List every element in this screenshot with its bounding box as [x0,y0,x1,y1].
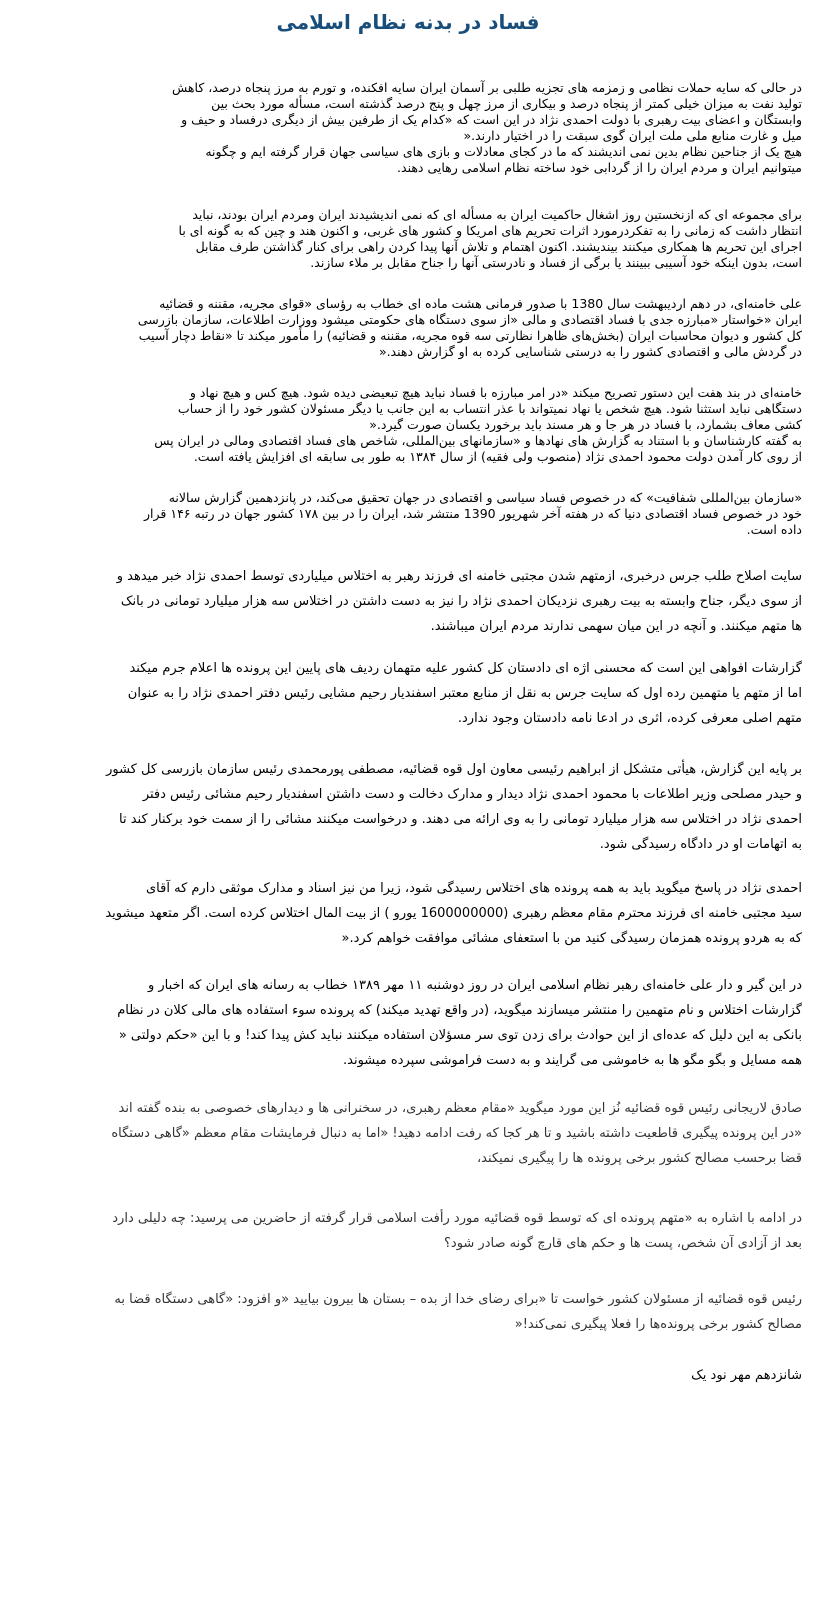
text-line: اجرای این تحریم ها همکاری میکنند بیندیشند. اکنون اهتمام و تلاش آنها پیدا کردن راهی برای کنار گذاشتن طرف مقابل [195,239,802,254]
text-line: در ادامه با اشاره به «متهم پرونده ای که توسط قوه قضائیه مورد رأفت اسلامی قرار گرفته از حاضرین می پرسید: چه دلیلی دارد [112,1211,802,1226]
text-line: سایت اصلاح طلب جرس درخبری، ازمتهم شدن مجتبی خامنه ای فرزند رهبر به اختلاس میلیاردی توسط احمدی نژاد خبر میدهد و [116,569,802,584]
text-line: انتظار داشت که زمانی را به تفکردرمورد اثرات تحریم های امریکا و کشور های غربی، و اکنون هند و چین که به گونه ای با [178,223,802,238]
text-line: احمدی نژاد در اختلاس سه هزار میلیارد تومانی را به وی ارائه می دهند. و درخواست میکنند مشائی را از سمت خود برکنار کند تا [119,812,802,827]
text-line: متهم اصلی معرفی کرده، اثری در ادعا نامه دادستان وجود ندارد. [457,711,802,726]
text-line: گزارشات افواهی این است که محسنی اژه ای دادستان کل کشور علیه متهمان ردیف های پایین این پرونده ها اعلام جرم میکند [129,661,802,676]
text-line: داده است. [746,522,802,537]
text-line: و حیدر مصلحی وزیر اطلاعات با محمود احمدی نژاد دیدار و مدارک دخالت و دست داشتن اسفندیار رحیم مشائی رئیس دفتر [142,787,802,802]
text-line: بعد از آزادی آن شخص، پست ها و حکم های قارچ گونه صادر شود؟ [444,1236,802,1251]
text-line: شانزدهم مهر نود یک [691,1368,802,1383]
text-line: هیچ یک از جناحین نظام بدین نمی اندیشند که ما در کجای معادلات و بازی های سیاسی جهان قرار گرفته ایم و چگونه [205,144,802,159]
paragraph-8 [8,757,802,857]
paragraph-10 [8,973,802,1073]
text-line: کل کشور و دیوان محاسبات ایران (بخش‌های ظاهرا نظارتی سه قوه مجریه، مقننه و قضائیه) را مأمور میکند تا «نقاط دچار آسیب [138,328,802,343]
text-line: ایران «خواستار «مبارزه جدی با فساد اقتصادی و مالی «از سوی دستگاه های حکومتی میشود ووزارت اطلاعات، سازمان بازرسی [137,312,802,327]
text-line: قضا برحسب مصالح کشور برخی پرونده ها را پیگیری نمیکند، [476,1151,802,1166]
text-line: علی خامنه‌ای، در دهم اردیبهشت سال 1380 با صدور فرمانی هشت ماده ای خطاب به رؤسای «قوای مجریه، مقننه و قضائیه [159,296,802,311]
text-line: اما از متهم یا متهمین رده اول که سایت جرس به نقل از منابع معتبر اسفندیار رحیم مشایی رئیس دفتر احمدی نژاد را به عنوان [127,686,802,701]
text-line: دستگاهی نباید استثنا شود. هیچ شخص یا نهاد نمیتواند با عذر انتساب به این جانب یا دیگر مسئولان کشور خود را از حساب [177,401,802,416]
text-line: در گردش مالی و اقتصادی کشور را به درستی شناسایی کرده به او گزارش دهند.« [378,344,802,359]
text-line: است، بدون اینکه خود آسیبی ببینند یا برگی از فساد و نادرستی آنها را جناح مقابل بر ملاء سازند. [310,255,802,270]
text-line: به اتهامات او در دادگاه رسیدگی شود. [599,837,802,852]
text-line: بانکی به این دلیل که عده‌ای از این حوادث برای زدن توی سر مسؤلان استفاده میکنند نباید کش پیدا کند! و با این «حکم دولتی « [118,1028,802,1043]
paragraph-4 [8,385,802,465]
text-line: مصالح کشور برخی پرونده‌ها را فعلا پیگیری نمی‌کند!« [514,1317,802,1332]
text-line: در حالی که سایه حملات نظامی و زمزمه های تجزیه طلبی بر آسمان ایران سایه افکنده، و تورم به مرز پنجاه درصد، کاهش [172,80,802,95]
text-line: ها متهم میکنند. و آنچه در این میان سهمی ندارند مردم ایران میباشند. [430,619,802,634]
text-line: در این گیر و دار علی خامنه‌ای رهبر نظام اسلامی ایران در روز دوشنبه ۱۱ مهر ۱۳۸۹ خطاب به رسانه های ایران که اخبار و [147,978,802,993]
text-line: تولید نفت به میزان خیلی کمتر از پنجاه درصد و بیکاری از مرز چهل و پنج درصد گذشته است، مسأله مورد بحث بین [211,96,802,111]
text-line: برای مجموعه ای که ازنخستین روز اشغال حاکمیت ایران به مسأله ای که نمی اندیشیدند ایران ومردم ایران بودند، نباید [192,207,802,222]
date-line [8,1363,802,1388]
text-line: که به هردو پرونده همزمان رسیدگی کنید من با استعفای مشائی موافقت خواهم کرد.« [341,931,802,946]
text-line: رئیس قوه قضائیه از مسئولان کشور خواست تا «برای رضای خدا از بده – بستان ها بیرون بیایید «و افزود: «گاهی دستگاه قضا به [114,1292,802,1307]
text-line: همه مسایل و بگو مگو ها به خاموشی می گرایند و به دست فراموشی سپرده میشوند. [343,1053,802,1068]
paragraph-12 [8,1206,802,1256]
paragraph-5 [8,490,802,538]
text-line: از روی کار آمدن دولت محمود احمدی نژاد (منصوب ولی فقیه) از سال ۱۳۸۴ به طور بی سابقه ای افزایش یافته است. [193,449,802,464]
paragraph-11 [8,1096,802,1171]
text-line: به گفته کارشناسان و با استناد به گزارش های نهادها و «سازمانهای بین‌المللی، شاخص های فساد اقتصادی ومالی در ایران پس [154,433,802,448]
text-line: «سازمان بین‌المللی شفافیت» که در خصوص فساد سیاسی و اقتصادی در جهان تحقیق می‌کند، در پانزدهمین گزارش سالانه [168,490,802,505]
text-line: میتوانیم ایران و مردم ایران را از گردابی خود ساخته نظام اسلامی رهایی دهند. [397,160,802,175]
paragraph-2 [8,207,802,271]
text-line: میل و غارت منابع ملی ملت ایران گوی سبقت را در اختیار دارند.« [463,128,802,143]
text-line: خامنه‌ای در بند هفت این دستور تصریح میکند «در امر مبارزه با فساد نباید هیچ تبعیضی دیده شود. هیچ کس و هیچ نهاد و [189,385,802,400]
text-line: صادق لاریجانی رئیس قوه قضائیه نُز این مورد میگوید «مقام معظم رهبری، در سخنرانی ها و دیدارهای خصوصی به بنده گفته اند [118,1101,802,1116]
text-line: گزارشات اختلاس و نام متهمین را منتشر میسازند میگوید، (در واقع تهدید میکند) که پرونده سوء استفاده های مالی کلان در نظام [117,1003,802,1018]
paragraph-6 [8,564,802,639]
text-line: سید مجتبی خامنه ای فرزند محترم مقام معظم رهبری (1600000000 یورو ) از بیت المال اختلاس کرده است. اگر متعهد میشوید [105,906,802,921]
article-title: فساد در بدنه نظام اسلامی [276,10,540,34]
text-line: احمدی نژاد در پاسخ میگوید باید به همه پرونده های اختلاس رسیدگی شود، زیرا من نیز اسناد و مدارک موثقی دارم که آقای [146,881,802,896]
paragraph-9 [8,876,802,951]
paragraph-7 [8,656,802,731]
paragraph-1 [8,80,802,176]
text-line: «در این پرونده پیگیری قاطعیت داشته باشید و تا هر کجا که رفت ادامه دهید! «اما به دنبال فرمایشات مقام معظم «گاهی دستگاه [111,1126,802,1141]
paragraph-3 [8,296,802,360]
text-line: بر پایه این گزارش، هیأتی متشکل از ابراهیم رئیسی معاون اول قوه قضائیه، مصطفی پورمحمدی رئیس سازمان بازرسی کل کشور [106,762,802,777]
text-line: از سوی دیگر، جناح وابسته به بیت رهبری نزدیکان احمدی نژاد را نیز به دست داشتن در اختلاس سه هزار میلیارد تومانی در بانک [120,594,802,609]
text-line: خود در خصوص فساد اقتصادی دنیا که در هفته آخر شهریور 1390 منتشر شد، ایران را در بین ۱۷۸ کشور جهان در رتبه ۱۴۶ قرار [144,506,802,521]
text-line: وابستگان و اعضای بیت رهبری با دولت احمدی نژاد در این است که «کدام یک از طرفین بیش از دیگری درفساد و حیف و [181,112,802,127]
text-line: کشی معاف بشمارد، با فساد در هر جا و هر مسند باید برخورد یکسان صورت گیرد.« [369,417,802,432]
paragraph-13 [8,1287,802,1337]
